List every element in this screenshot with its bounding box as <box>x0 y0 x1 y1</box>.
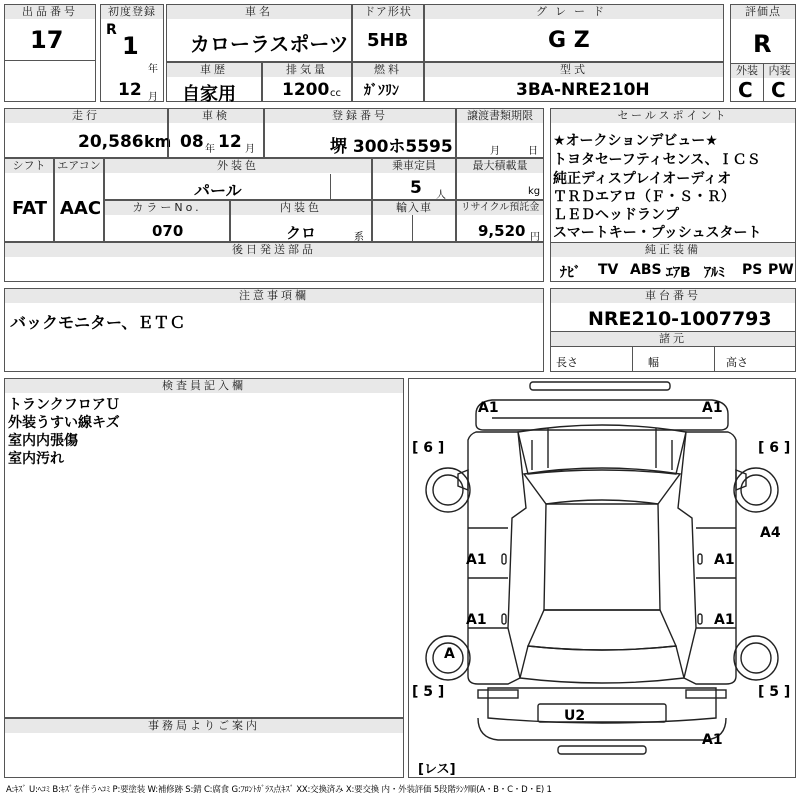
car-diagram <box>408 378 796 778</box>
aircon: AAC <box>60 198 102 219</box>
damage-rear-bumper-right: A1 <box>702 732 723 748</box>
later-parts-label: 後日発送部品 <box>5 243 543 257</box>
exterior-grade: C <box>738 78 753 102</box>
damage-right-rear-door: A1 <box>714 612 735 628</box>
sales-line: ＬＥＤヘッドランプ <box>553 207 679 223</box>
damage-left-rear-door: A1 <box>466 612 487 628</box>
interior-color-label: 内装色 <box>231 201 371 215</box>
inspector-line: 外装うすい線キズ <box>8 415 120 431</box>
grade: G Z <box>548 28 590 53</box>
damage-front-right: A1 <box>702 400 723 416</box>
insp-year: 08 <box>180 132 204 152</box>
office-label: 事務局よりご案内 <box>5 719 403 733</box>
height-label: 高さ <box>726 356 748 369</box>
less-label: [レス] <box>418 762 456 777</box>
spec-label: 諸元 <box>551 332 795 346</box>
sales-points-label: セールスポイント <box>551 109 795 123</box>
fuel: ｶﾞｿﾘﾝ <box>364 83 399 99</box>
recycle-unit: 円 <box>530 232 540 243</box>
chassis-number: NRE210-1007793 <box>588 308 772 330</box>
length-label: 長さ <box>556 356 578 369</box>
first-reg-label: 初度登録 <box>101 5 163 19</box>
insp-year-unit: 年 <box>205 144 215 155</box>
score: R <box>753 30 772 58</box>
transfer-label: 譲渡書類期限 <box>457 109 543 123</box>
mirror-right-label: [ 6 ] <box>758 440 791 456</box>
width-label: 幅 <box>648 356 659 369</box>
plate-label: 登録番号 <box>265 109 455 123</box>
displacement-label: 排気量 <box>263 63 351 77</box>
load-unit: kg <box>528 186 541 197</box>
recycle-label: リサイクル預託金 <box>457 201 543 215</box>
equipment-label: 純正装備 <box>551 243 795 257</box>
damage-left-rear-wheel: A <box>444 646 455 662</box>
mirror-left-label: [ 6 ] <box>412 440 445 456</box>
sales-line: スマートキー・プッシュスタート <box>553 225 762 241</box>
year-unit: 年 <box>148 64 158 75</box>
door-type: 5HB <box>367 30 409 51</box>
mirror-right-value: 6 <box>769 440 780 456</box>
sales-line: ＴＲＤエアロ（Ｆ・Ｓ・Ｒ） <box>553 189 735 205</box>
equipment-item: ﾅﾋﾞ <box>560 265 581 281</box>
equipment-item: PW <box>768 262 794 278</box>
tail-right-label: [ 5 ] <box>758 684 791 700</box>
equipment-item: ｱﾙﾐ <box>704 265 725 281</box>
history-label: 車歴 <box>167 63 261 77</box>
insp-month-unit: 月 <box>245 144 255 155</box>
model: 3BA-NRE210H <box>516 80 650 100</box>
lot-number-label: 出品番号 <box>5 5 95 19</box>
shift: FAT <box>12 198 48 219</box>
sales-line: ★オークションデビュー★ <box>553 133 718 149</box>
insp-month: 12 <box>218 132 242 152</box>
damage-front-left: A1 <box>478 400 499 416</box>
era: R <box>106 22 117 38</box>
reg-month: 12 <box>118 80 142 100</box>
exterior-label: 外装 <box>731 64 763 78</box>
color-label: 外装色 <box>105 159 371 173</box>
displacement-unit: cc <box>330 88 341 99</box>
equipment-item: TV <box>598 262 619 278</box>
tail-left-label: [ 5 ] <box>412 684 445 700</box>
mileage-label: 走行 <box>5 109 167 123</box>
inspector-label: 検査員記入欄 <box>5 379 403 393</box>
color: パール <box>194 181 242 200</box>
shift-label: シフト <box>5 159 53 173</box>
damage-right-front-door: A1 <box>714 552 735 568</box>
car-name-label: 車名 <box>167 5 351 19</box>
legend: A:ｷｽﾞ U:ﾍｺﾐ B:ｷｽﾞを伴うﾍｺﾐ P:要塗装 W:補修跡 S:錆 C:腐食 G:ﾌﾛﾝﾄｶﾞﾗｽ点ｷｽﾞ XX:交換済み X:要交換 内・外装評価 5段階ﾗﾝｸ順(A・B・C・D・E) 1 <box>6 785 552 795</box>
inspector-line: 室内内張傷 <box>8 433 78 449</box>
door-label: ドア形状 <box>353 5 423 19</box>
capacity: 5 <box>410 178 422 198</box>
lot-number: 17 <box>30 26 64 54</box>
transfer-day-unit: 日 <box>528 146 538 157</box>
fuel-label: 燃料 <box>353 63 423 77</box>
inspector-line: 室内汚れ <box>8 451 64 467</box>
month-unit: 月 <box>148 92 158 103</box>
recycle: 9,520 <box>478 222 526 240</box>
car-name: カローラスポーツ <box>190 32 349 56</box>
equipment-item: PS <box>742 262 763 278</box>
score-label: 評価点 <box>731 5 795 19</box>
chassis-label: 車台番号 <box>551 289 795 303</box>
equipment-item: ｴｱB <box>666 265 691 281</box>
less-value: レス <box>423 762 450 777</box>
interior-color: クロ <box>286 224 317 242</box>
damage-right-front-fender: A4 <box>760 525 781 541</box>
plate: 堺 300ホ5595 <box>330 137 453 157</box>
inspector-line: トランクフロアＵ <box>8 397 120 413</box>
history: 自家用 <box>182 84 236 105</box>
capacity-label: 乗車定員 <box>373 159 455 173</box>
mirror-left-value: 6 <box>423 440 434 456</box>
import-label: 輸入車 <box>373 201 455 215</box>
equipment-item: ABS <box>630 262 662 278</box>
tail-right-value: 5 <box>769 684 780 700</box>
displacement: 1200 <box>282 80 330 100</box>
tail-left-value: 5 <box>423 684 434 700</box>
aircon-label: エアコン <box>55 159 103 173</box>
grade-label: グレード <box>425 5 723 19</box>
mileage: 20,586 <box>78 132 144 152</box>
damage-left-front-door: A1 <box>466 552 487 568</box>
color-no: 070 <box>152 222 184 240</box>
sales-line: 純正ディスプレイオーディオ <box>553 171 732 187</box>
inspection-label: 車検 <box>169 109 263 123</box>
damage-rear-bumper: U2 <box>564 708 586 724</box>
interior-grade: C <box>771 78 786 102</box>
load-label: 最大積載量 <box>457 159 543 173</box>
sales-line: トヨタセーフティセンス、ＩＣＳ <box>553 152 761 168</box>
interior-label: 内装 <box>764 64 795 78</box>
color-no-label: カラーNo. <box>105 201 229 215</box>
notes-text: バックモニター、ＥＴＣ <box>10 313 186 332</box>
capacity-unit: 人 <box>436 190 446 201</box>
mileage-unit: km <box>144 132 172 151</box>
model-label: 型式 <box>425 63 723 77</box>
notes-label: 注意事項欄 <box>5 289 543 303</box>
interior-color-unit: 系 <box>354 232 364 243</box>
transfer-month-unit: 月 <box>490 146 500 157</box>
reg-year: 1 <box>122 32 139 60</box>
